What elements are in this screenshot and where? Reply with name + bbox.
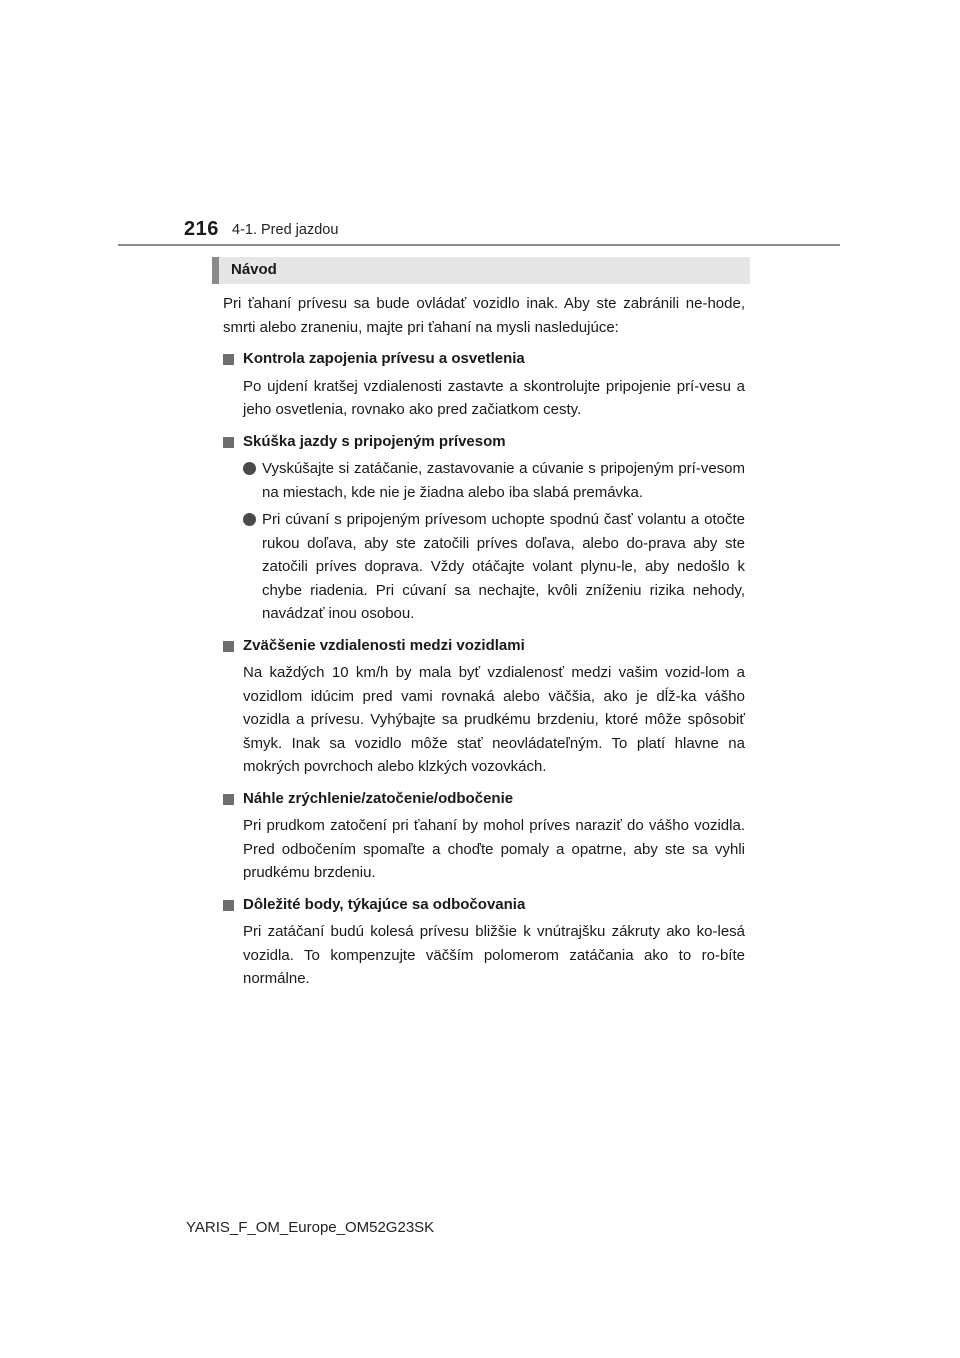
note-intro: Pri ťahaní prívesu sa bude ovládať vozidlo inak. Aby ste zabránili ne-hode, smrti alebo zraneniu, majte pri ťahaní na mysli nasledujúce: <box>223 295 745 336</box>
section-body: Po ujdení kratšej vzdialenosti zastavte a skontrolujte pripojenie prí-vesu a jeho osvetlenia, rovnako ako pred začiatkom cesty. <box>243 377 745 418</box>
list-item <box>243 457 745 504</box>
section-trailer-connection <box>223 347 745 422</box>
list-item <box>243 508 745 626</box>
round-bullet-icon <box>243 462 256 475</box>
square-bullet-icon <box>223 437 234 448</box>
list-item-text: Vyskúšajte si zatáčanie, zastavovanie a cúvanie s pripojeným prí-vesom na miestach, kde nie je žiadna alebo iba slabá premávka. <box>262 460 745 501</box>
section-turning <box>223 893 745 991</box>
section-sudden-maneuvers <box>223 787 745 885</box>
square-bullet-icon <box>223 794 234 805</box>
note-header-bar <box>212 257 750 284</box>
section-title: Skúška jazdy s pripojeným prívesom <box>243 432 506 450</box>
section-body: Na každých 10 km/h by mala byť vzdialenosť medzi vašim vozid-lom a vozidlom idúcim pred vami rovnaká alebo väčšia, ako je dĺž-ka vášho vozidla a prívesu. Vyhýbajte sa prudkému brzdeniu, ktoré môže spôsobiť šmyk. Inak sa vozidlo môže stať neovládateľným. To platí hlavne na mokrých povrchoch alebo klzkých vozovkách. <box>243 664 745 775</box>
section-title: Dôležité body, týkajúce sa odbočovania <box>243 895 526 913</box>
document-code: YARIS_F_OM_Europe_OM52G23SK <box>186 1219 435 1236</box>
section-body: Pri zatáčaní budú kolesá prívesu bližšie k vnútrajšku zákruty ako ko-lesá vozidla. To kompenzujte väčším polomerom zatáčania ako to ro-bíte normálne. <box>243 923 745 987</box>
section-title: Zväčšenie vzdialenosti medzi vozidlami <box>243 636 525 654</box>
section-title: Náhle zrýchlenie/zatočenie/odbočenie <box>243 789 514 807</box>
section-title: Kontrola zapojenia prívesu a osvetlenia <box>243 350 525 367</box>
list-item-text: Pri cúvaní s pripojeným prívesom uchopte spodnú časť volantu a otočte rukou doľava, aby ste zatočili príves doľava, alebo do-prava aby ste zatočili príves doprava. Vždy otáčajte volant plynu-le, aby nedošlo k chybe riadenia. Pri cúvaní sa nechajte, kvôli zníženiu rizika nehody, navádzať inou osobou. <box>262 511 745 622</box>
section-body: Pri prudkom zatočení pri ťahaní by mohol príves naraziť do vášho vozidla. Pred odbočením spomaľte a choďte pomaly a opatrne, aby ste sa vyhli prudkému brzdeniu. <box>243 817 745 881</box>
note-title: Návod <box>231 261 277 278</box>
header-divider <box>118 244 840 246</box>
section-following-distance <box>223 634 745 779</box>
bullet-list <box>223 457 745 626</box>
section-test-drive <box>223 430 745 626</box>
square-bullet-icon <box>223 900 234 911</box>
square-bullet-icon <box>223 641 234 652</box>
page-number: 216 <box>184 218 219 240</box>
note-content <box>223 292 745 999</box>
round-bullet-icon <box>243 513 256 526</box>
square-bullet-icon <box>223 354 234 365</box>
section-reference: 4-1. Pred jazdou <box>232 222 339 238</box>
